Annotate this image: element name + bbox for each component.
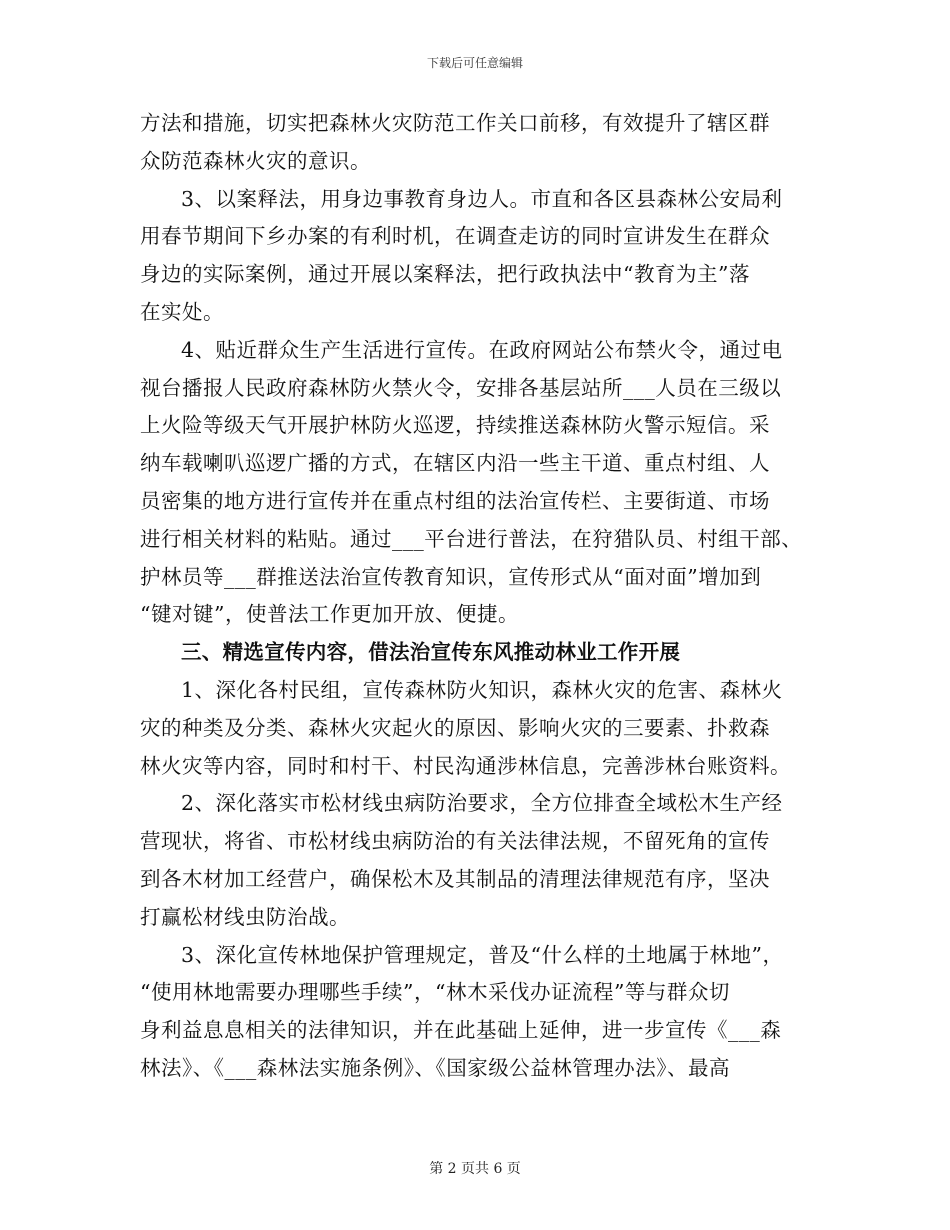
text-line: 视台播报人民政府森林防火禁火令，安排各基层站所___人员在三级以 [140,375,782,400]
paragraph-start: 1、深化各村民组，宣传森林防火知识，森林火灾的危害、森林火 [181,677,783,702]
document-body [140,105,820,1088]
text-line: 灾的种类及分类、森林火灾起火的原因、影响火灾的三要素、扑救森 [140,715,770,740]
text-line: 纳车载喇叭巡逻广播的方式，在辖区内沿一些主干道、重点村组、人 [140,451,770,476]
text-line: 到各木材加工经营户，确保松木及其制品的清理法律规范有序，坚决 [140,866,770,891]
text-line: 身边的实际案例，通过开展以案释法，把行政执法中“教育为主”落 [140,262,750,287]
text-line: 众防范森林火灾的意识。 [140,148,371,173]
section-heading: 三、精选宣传内容，借法治宣传东风推动林业工作开展 [181,640,681,665]
text-line: 打赢松材线虫防治战。 [140,904,350,929]
paragraph-start: 3、以案释法，用身边事教育身边人。市直和各区县森林公安局利 [181,186,783,211]
paragraph-start: 2、深化落实市松材线虫病防治要求，全方位排查全域松木生产经 [181,791,783,816]
page-header: 下载后可任意编辑 [426,56,523,70]
text-line: “使用林地需要办理哪些手续”，“林木采伐办证流程”等与群众切 [140,980,730,1005]
text-line: 在实处。 [140,299,224,324]
text-line: 员密集的地方进行宣传并在重点村组的法治宣传栏、主要街道、市场 [140,488,770,513]
paragraph-start: 4、贴近群众生产生活进行宣传。在政府网站公布禁火令，通过电 [181,337,783,362]
text-line: 用春节期间下乡办案的有利时机，在调查走访的同时宣讲发生在群众 [140,224,770,249]
text-line: 护林员等___群推送法治宣传教育知识，宣传形式从“面对面”增加到 [140,564,762,589]
page-number: 第 2 页共 6 页 [429,1161,521,1177]
text-line: 林火灾等内容，同时和村干、村民沟通涉林信息，完善涉林台账资料。 [140,753,791,778]
text-line: 营现状，将省、市松材线虫病防治的有关法律法规，不留死角的宣传 [140,829,770,854]
paragraph-start: 3、深化宣传林地保护管理规定，普及“什么样的土地属于林地”， [181,942,784,967]
text-line: 方法和措施，切实把森林火灾防范工作关口前移，有效提升了辖区群 [140,111,770,135]
text-line: 林法》、《___森林法实施条例》、《国家级公益林管理办法》、最高 [140,1055,730,1080]
text-line: 身利益息息相关的法律知识，并在此基础上延伸，进一步宣传《___森 [140,1018,782,1043]
text-line: 上火险等级天气开展护林防火巡逻，持续推送森林防火警示短信。采 [140,413,770,438]
text-line: “键对键”，使普法工作更加开放、便捷。 [140,602,519,627]
text-line: 进行相关材料的粘贴。通过___平台进行普法，在狩猎队员、村组干部、 [140,526,803,551]
